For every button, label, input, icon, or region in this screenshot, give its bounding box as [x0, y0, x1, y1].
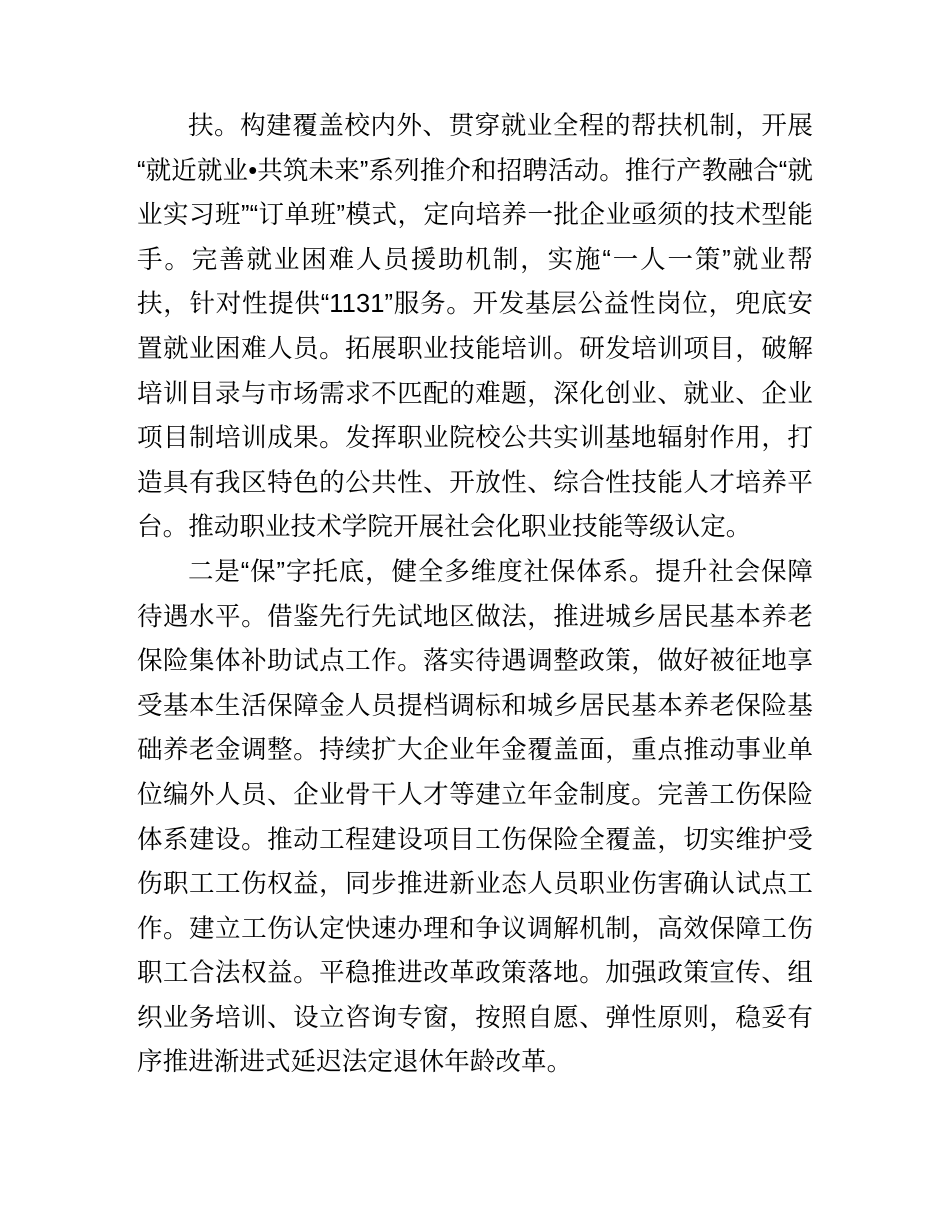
paragraph-social-security: 二是“保”字托底，健全多维度社保体系。提升社会保障待遇水平。借鉴先行先试地区做法，推进城乡居民基本养老保险集体补助试点工作。落实待遇调整政策，做好被征地享受基本生活保障金人员提档调标和城乡居民基本养老保险基础养老金调整。持续扩大企业年金覆盖面，重点推动事业单位编外人员、企业骨干人才等建立年金制度。完善工伤保险体系建设。推动工程建设项目工伤保险全覆盖，切实维护受伤职工工伤权益，同步推进新业态人员职业伤害确认试点工作。建立工伤认定快速办理和争议调解机制，高效保障工伤职工合法权益。平稳推进改革政策落地。加强政策宣传、组织业务培训、设立咨询专窗，按照自愿、弹性原则，稳妥有序推进渐进式延迟法定退休年龄改革。	[137, 557, 813, 1077]
paragraph-employment-assistance: 扶。构建覆盖校内外、贯穿就业全程的帮扶机制，开展“就近就业•共筑未来”系列推介和招聘活动。推行产教融合“就业实习班”“订单班”模式，定向培养一批企业亟须的技术型能手。完善就业困难人员援助机制，实施“一人一策”就业帮扶，针对性提供“1131”服务。开发基层公益性岗位，兜底安置就业困难人员。拓展职业技能培训。研发培训项目，破解培训目录与市场需求不匹配的难题，深化创业、就业、企业项目制培训成果。发挥职业院校公共实训基地辐射作用，打造具有我区特色的公共性、开放性、综合性技能人才培养平台。推动职业技术学院开展社会化职业技能等级认定。	[137, 112, 813, 542]
document-text-body	[137, 104, 813, 1085]
